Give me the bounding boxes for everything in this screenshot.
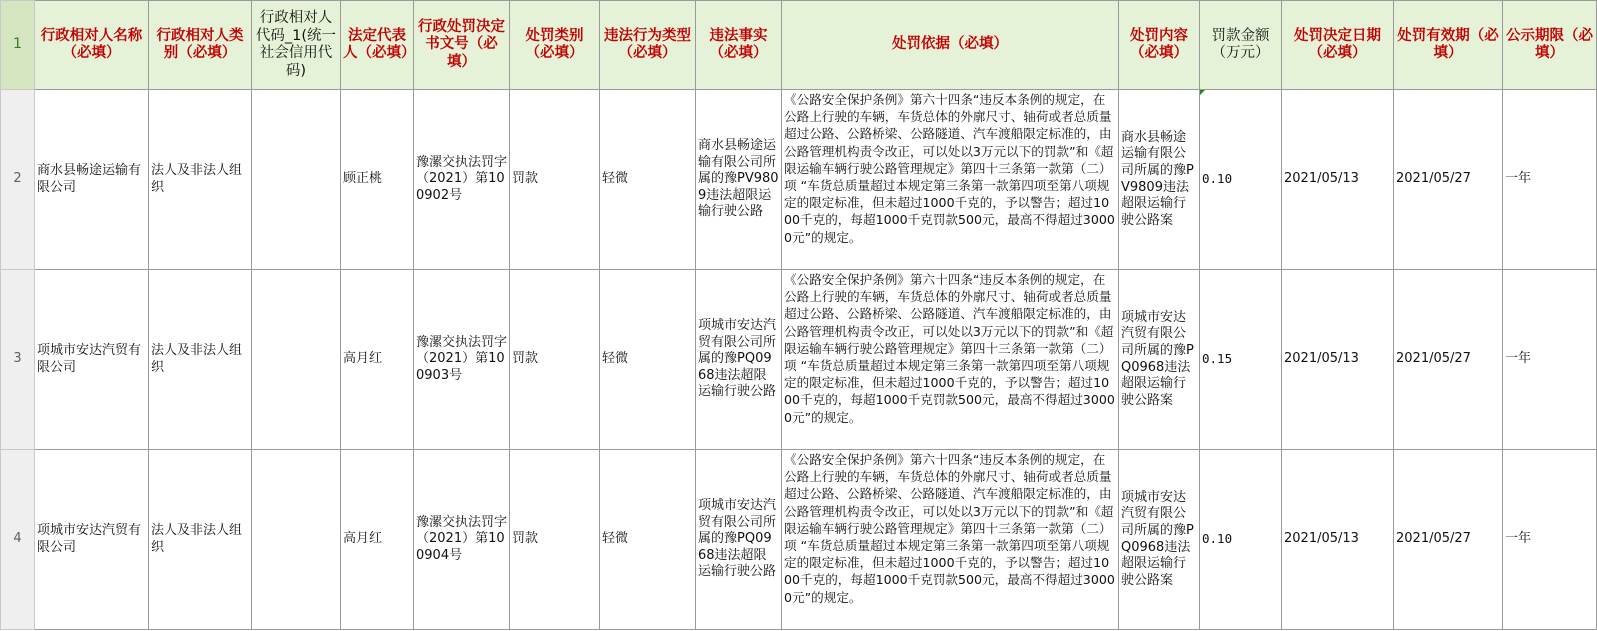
cell-publicity[interactable]: 一年 (1503, 270, 1597, 450)
cell-basis[interactable]: 《公路安全保护条例》第六十四条“违反本条例的规定，在公路上行驶的车辆，车货总体的外廓尺寸、轴荷或者总质量超过公路、公路桥梁、公路隧道、汽车渡船限定标准的，由公路管理机构责令改正，可以处以3万元以下的罚款”和《超限运输车辆行驶公路管理规定》第四十三条第一款第（二）项 “车货总质量超过本规定第三条第一款第四项至第八项规定的限定标准，但未超过1000千克的，予以警告；超过1000千克的，每超1000千克罚款500元，最高不得超过30000元”的规定。 (782, 90, 1119, 270)
cell-code[interactable] (252, 450, 341, 630)
cell-name[interactable]: 项城市安达汽贸有限公司 (35, 270, 149, 450)
cell-decision-date[interactable]: 2021/05/13 (1282, 450, 1394, 630)
header-penalty-type[interactable]: 处罚类别（必填） (510, 1, 600, 90)
cell-amount[interactable]: 0.10 (1200, 450, 1282, 630)
cell-name[interactable]: 商水县畅途运输有限公司 (35, 90, 149, 270)
row-number-1[interactable]: 1 (1, 1, 35, 90)
cell-code[interactable] (252, 270, 341, 450)
cell-doc-no[interactable]: 豫漯交执法罚字（2021）第100904号 (414, 450, 510, 630)
row-number-2[interactable]: 2 (1, 90, 35, 270)
cell-code[interactable] (252, 90, 341, 270)
table-row (1, 90, 1597, 270)
cell-violation-type[interactable]: 轻微 (600, 270, 696, 450)
row-number-4[interactable]: 4 (1, 450, 35, 630)
header-violation-type[interactable]: 违法行为类型（必填） (600, 1, 696, 90)
cell-basis[interactable]: 《公路安全保护条例》第六十四条“违反本条例的规定，在公路上行驶的车辆，车货总体的外廓尺寸、轴荷或者总质量超过公路、公路桥梁、公路隧道、汽车渡船限定标准的，由公路管理机构责令改正，可以处以3万元以下的罚款”和《超限运输车辆行驶公路管理规定》第四十三条第一款第（二）项 “车货总质量超过本规定第三条第一款第四项至第八项规定的限定标准，但未超过1000千克的，予以警告；超过1000千克的，每超1000千克罚款500元，最高不得超过30000元”的规定。 (782, 270, 1119, 450)
cell-decision-date[interactable]: 2021/05/13 (1282, 90, 1394, 270)
table-row (1, 270, 1597, 450)
cell-amount-value: 0.10 (1202, 171, 1233, 187)
row-number-3[interactable]: 3 (1, 270, 35, 450)
header-code[interactable]: 行政相对人代码_1(统一社会信用代码) (252, 1, 341, 90)
cell-facts[interactable]: 项城市安达汽贸有限公司所属的豫PQ0968违法超限运输行驶公路 (696, 270, 782, 450)
cell-publicity[interactable]: 一年 (1503, 450, 1597, 630)
table-row (1, 450, 1597, 630)
cell-doc-no[interactable]: 豫漯交执法罚字（2021）第100902号 (414, 90, 510, 270)
cell-doc-no[interactable]: 豫漯交执法罚字（2021）第100903号 (414, 270, 510, 450)
cell-valid-date[interactable]: 2021/05/27 (1394, 270, 1503, 450)
header-amount[interactable]: 罚款金额（万元） (1200, 1, 1282, 90)
cell-violation-type[interactable]: 轻微 (600, 450, 696, 630)
header-decision-date[interactable]: 处罚决定日期（必填） (1282, 1, 1394, 90)
header-doc-no[interactable]: 行政处罚决定书文号（必填） (414, 1, 510, 90)
cell-name[interactable]: 项城市安达汽贸有限公司 (35, 450, 149, 630)
header-basis[interactable]: 处罚依据（必填） (782, 1, 1119, 90)
header-publicity[interactable]: 公示期限（必填） (1503, 1, 1597, 90)
cell-content[interactable]: 项城市安达汽贸有限公司所属的豫PQ0968违法超限运输行驶公路案 (1119, 270, 1200, 450)
cell-valid-date[interactable]: 2021/05/27 (1394, 450, 1503, 630)
cell-category[interactable]: 法人及非法人组织 (149, 90, 252, 270)
cell-facts[interactable]: 商水县畅途运输有限公司所属的豫PV9809违法超限运输行驶公路 (696, 90, 782, 270)
header-facts[interactable]: 违法事实（必填） (696, 1, 782, 90)
header-content[interactable]: 处罚内容（必填） (1119, 1, 1200, 90)
cell-category[interactable]: 法人及非法人组织 (149, 450, 252, 630)
cell-amount[interactable]: 0.15 (1200, 270, 1282, 450)
cell-valid-date[interactable]: 2021/05/27 (1394, 90, 1503, 270)
cell-penalty-type[interactable]: 罚款 (510, 270, 600, 450)
cell-content[interactable]: 项城市安达汽贸有限公司所属的豫PQ0968违法超限运输行驶公路案 (1119, 450, 1200, 630)
cell-legal-rep[interactable]: 高月红 (341, 450, 414, 630)
cell-violation-type[interactable]: 轻微 (600, 90, 696, 270)
header-row (1, 1, 1597, 90)
cell-legal-rep[interactable]: 高月红 (341, 270, 414, 450)
cell-error-indicator-icon (1200, 90, 1205, 95)
cell-legal-rep[interactable]: 顾正桃 (341, 90, 414, 270)
cell-basis[interactable]: 《公路安全保护条例》第六十四条“违反本条例的规定，在公路上行驶的车辆，车货总体的外廓尺寸、轴荷或者总质量超过公路、公路桥梁、公路隧道、汽车渡船限定标准的，由公路管理机构责令改正，可以处以3万元以下的罚款”和《超限运输车辆行驶公路管理规定》第四十三条第一款第（二）项 “车货总质量超过本规定第三条第一款第四项至第八项规定的限定标准，但未超过1000千克的，予以警告；超过1000千克的，每超1000千克罚款500元，最高不得超过30000元”的规定。 (782, 450, 1119, 630)
cell-penalty-type[interactable]: 罚款 (510, 90, 600, 270)
cell-content[interactable]: 商水县畅途运输有限公司所属的豫PV9809违法超限运输行驶公路案 (1119, 90, 1200, 270)
header-valid-date[interactable]: 处罚有效期（必填） (1394, 1, 1503, 90)
cell-facts[interactable]: 项城市安达汽贸有限公司所属的豫PQ0968违法超限运输行驶公路 (696, 450, 782, 630)
header-name[interactable]: 行政相对人名称（必填） (35, 1, 149, 90)
header-category[interactable]: 行政相对人类别（必填） (149, 1, 252, 90)
header-legal-rep[interactable]: 法定代表人（必填） (341, 1, 414, 90)
cell-amount[interactable] (1200, 90, 1282, 270)
cell-publicity[interactable]: 一年 (1503, 90, 1597, 270)
cell-category[interactable]: 法人及非法人组织 (149, 270, 252, 450)
cell-decision-date[interactable]: 2021/05/13 (1282, 270, 1394, 450)
cell-penalty-type[interactable]: 罚款 (510, 450, 600, 630)
